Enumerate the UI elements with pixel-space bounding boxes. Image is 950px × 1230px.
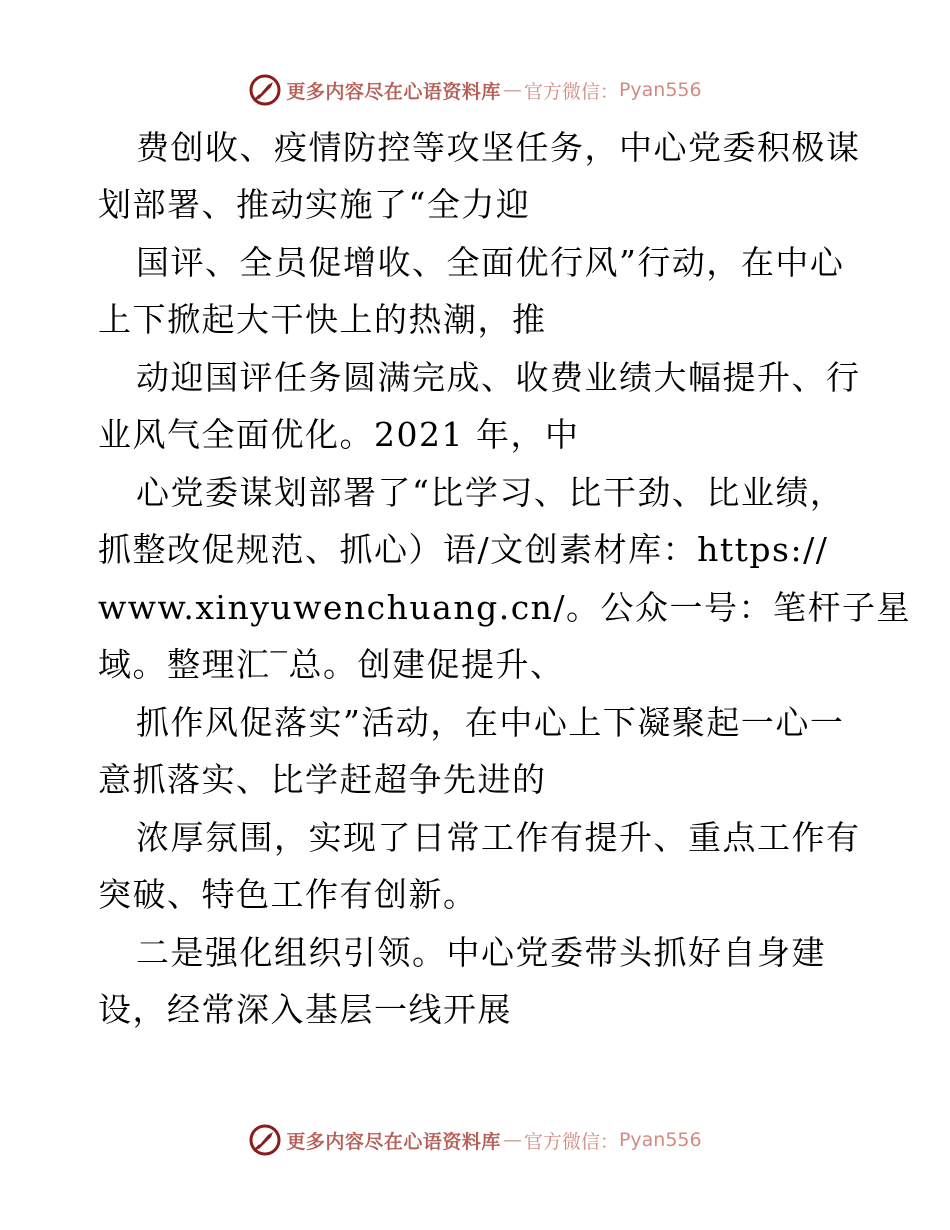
body-line: www.xinyuwenchuang.cn/。公众一号：笔杆子星 <box>98 588 912 627</box>
body-line: 上下掀起大干快上的热潮，推 <box>98 300 547 339</box>
body-line: 域。整理汇‾总。创建促提升、 <box>98 645 565 684</box>
body-line: 抓作风促落实”活动，在中心上下凝聚起一心一 <box>136 703 845 742</box>
banner-brand-text: 更多内容尽在心语资料库 <box>286 80 501 103</box>
banner-separator: — <box>502 79 522 101</box>
header-banner <box>0 70 950 110</box>
body-line: 业风气全面优化。2021 年，中 <box>98 415 580 454</box>
body-line: 抓整改促规范、抓心）语/文创素材库：https:// <box>98 530 829 569</box>
banner-wechat-label: 官方微信： <box>523 80 619 103</box>
banner-wechat-id: Pyan556 <box>618 1129 702 1151</box>
banner-brand-text: 更多内容尽在心语资料库 <box>286 1130 501 1153</box>
body-line: 突破、特色工作有创新。 <box>98 875 478 914</box>
banner-wechat-id: Pyan556 <box>618 79 702 101</box>
body-line: 费创收、疫情防控等攻坚任务，中心党委积极谋 <box>136 128 861 167</box>
footer-banner <box>0 1120 950 1160</box>
pen-nib-logo-icon <box>248 73 282 107</box>
body-line: 二是强化组织引领。中心党委带头抓好自身建 <box>136 933 826 972</box>
pen-nib-logo-icon <box>248 1123 282 1157</box>
body-line: 国评、全员促增收、全面优行风”行动，在中心 <box>136 243 845 282</box>
body-line: 划部署、推动实施了“全力迎 <box>98 185 531 224</box>
banner-separator: — <box>502 1129 522 1151</box>
body-line: 动迎国评任务圆满完成、收费业绩大幅提升、行 <box>136 358 861 397</box>
body-line: 浓厚氛围，实现了日常工作有提升、重点工作有 <box>136 818 861 857</box>
body-line: 意抓落实、比学赶超争先进的 <box>98 760 547 799</box>
body-line: 设，经常深入基层一线开展 <box>98 990 512 1029</box>
banner-wechat-label: 官方微信： <box>523 1130 619 1153</box>
body-line: 心党委谋划部署了“比学习、比干劲、比业绩， <box>136 473 845 512</box>
